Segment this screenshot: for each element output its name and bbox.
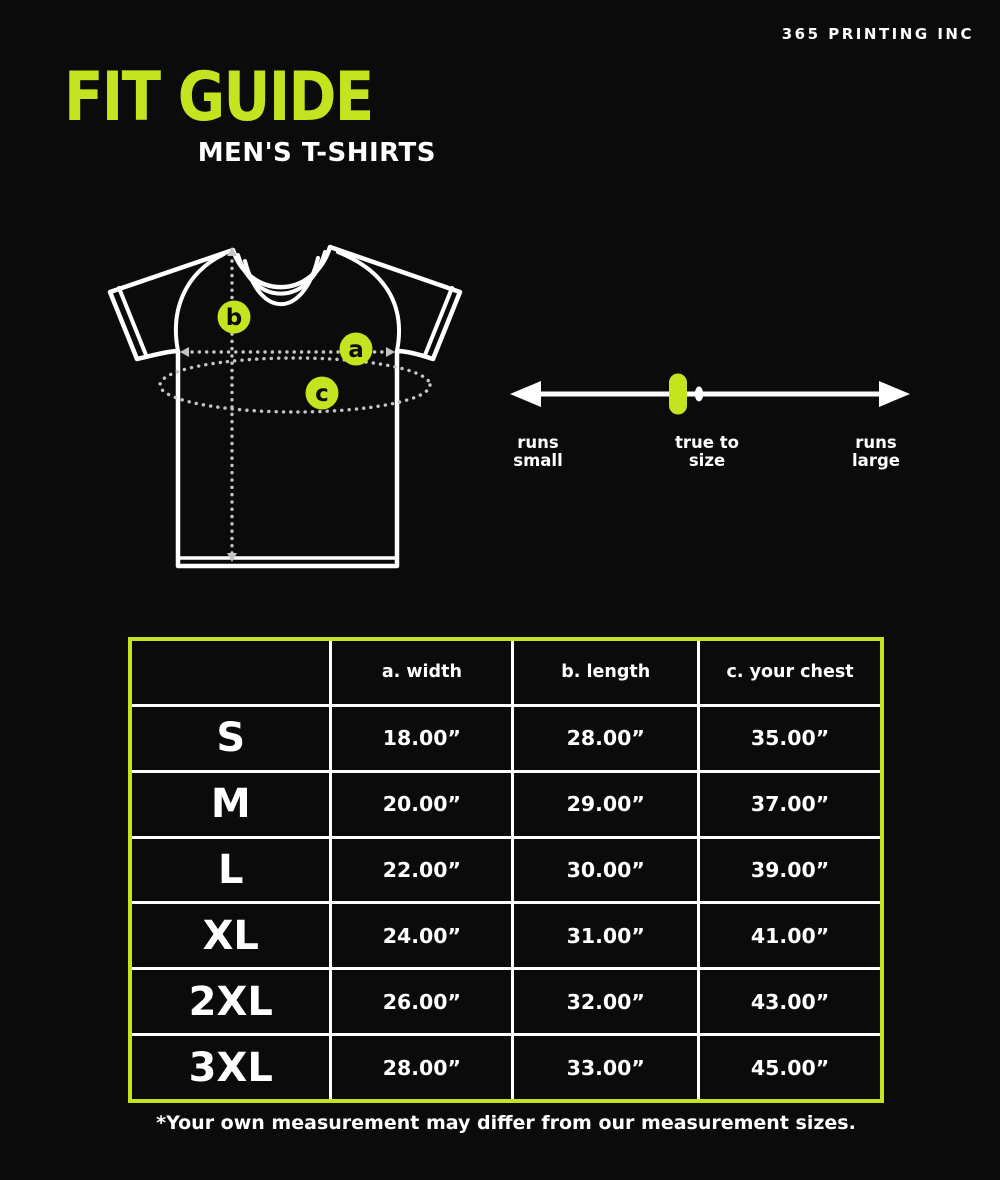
width-cell: 22.00” — [332, 839, 511, 902]
width-arrow-left-icon — [180, 347, 189, 357]
fit-scale-arrow-left-icon — [510, 381, 541, 407]
true-to-size-label: true to size — [675, 433, 739, 471]
page-title: FIT GUIDE — [64, 58, 373, 137]
runs-large-label: runs large — [852, 433, 900, 471]
length-cell: 33.00” — [514, 1036, 697, 1099]
size-cell: XL — [132, 904, 329, 967]
width-cell: 24.00” — [332, 904, 511, 967]
size-cell: S — [132, 707, 329, 770]
fit-scale — [505, 369, 915, 421]
marker-b-letter: b — [225, 305, 243, 331]
tshirt-measurement-diagram — [88, 235, 478, 580]
chest-cell: 35.00” — [700, 707, 880, 770]
length-cell: 32.00” — [514, 970, 697, 1033]
size-cell: L — [132, 839, 329, 902]
size-cell: M — [132, 773, 329, 836]
chest-dotted-ellipse — [160, 358, 430, 412]
chest-cell: 39.00” — [700, 839, 880, 902]
size-cell: 2XL — [132, 970, 329, 1033]
size-table — [128, 637, 884, 1103]
runs-small-label: runs small — [513, 433, 563, 471]
length-cell: 28.00” — [514, 707, 697, 770]
length-cell: 29.00” — [514, 773, 697, 836]
header-cell-length: b. length — [514, 641, 697, 704]
width-cell: 26.00” — [332, 970, 511, 1033]
brand-text: 365 PRINTING INC — [781, 25, 974, 43]
width-cell: 20.00” — [332, 773, 511, 836]
marker-a-letter: a — [348, 337, 364, 363]
chest-cell: 43.00” — [700, 970, 880, 1033]
fit-scale-arrow-right-icon — [879, 381, 910, 407]
size-cell: 3XL — [132, 1036, 329, 1099]
chest-cell: 37.00” — [700, 773, 880, 836]
fit-scale-handle — [669, 374, 687, 415]
width-cell: 28.00” — [332, 1036, 511, 1099]
chest-cell: 41.00” — [700, 904, 880, 967]
chest-cell: 45.00” — [700, 1036, 880, 1099]
header-cell-chest: c. your chest — [700, 641, 880, 704]
page-subtitle: MEN'S T-SHIRTS — [197, 138, 436, 168]
width-cell: 18.00” — [332, 707, 511, 770]
fit-scale-dot — [695, 387, 703, 402]
marker-c-letter: c — [315, 381, 329, 407]
length-cell: 30.00” — [514, 839, 697, 902]
footnote: *Your own measurement may differ from our measurement sizes. — [156, 1112, 856, 1134]
header-cell-width: a. width — [332, 641, 511, 704]
length-cell: 31.00” — [514, 904, 697, 967]
width-arrow-right-icon — [386, 347, 395, 357]
header-block — [64, 58, 436, 168]
header-cell-empty — [132, 641, 329, 704]
